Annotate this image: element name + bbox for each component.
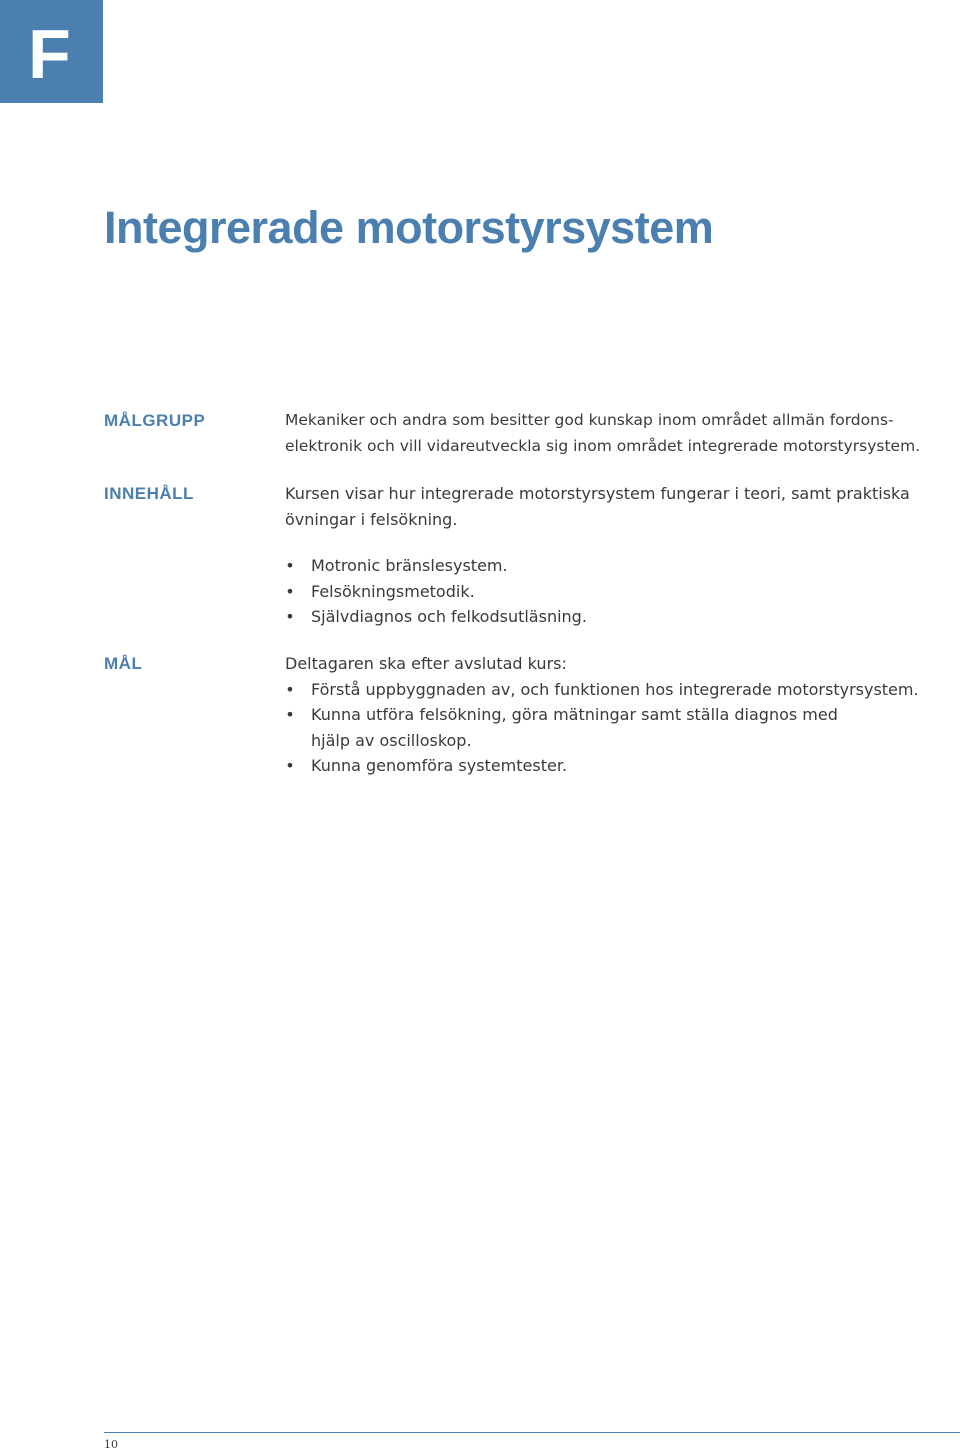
bullet-icon: • (285, 581, 295, 601)
malgrupp-text (285, 408, 945, 459)
chapter-letter-box (0, 0, 103, 103)
mal-text (285, 651, 945, 779)
chapter-letter: F (28, 15, 71, 93)
list-item: • Felsökningsmetodik. (285, 579, 945, 605)
bullet-icon: • (285, 705, 295, 724)
innehall-line-2: övningar i felsökning. (285, 509, 458, 529)
section-label-mal: MÅL (104, 654, 143, 673)
section-label-innehall: INNEHÅLL (104, 484, 194, 503)
mal-bullet-2-continuation: hjälp av oscilloskop. (311, 730, 472, 750)
bullet-icon: • (285, 756, 295, 775)
list-item: • Kunna genomföra systemtester. (285, 753, 945, 779)
list-item: • Förstå uppbyggnaden av, och funktionen hos integrerade motorstyrsystem. (285, 677, 945, 703)
mal-bullet-list (285, 677, 945, 779)
list-item: • Motronic bränslesystem. (285, 553, 945, 579)
bullet-icon: • (285, 556, 295, 575)
list-item: • Kunna utföra felsökning, göra mätningar samt ställa diagnos med hjälp av oscilloskop. (285, 702, 945, 753)
section-label-malgrupp: MÅLGRUPP (104, 411, 206, 430)
malgrupp-line-1: Mekaniker och andra som besitter god kunskap inom området allmän fordons- (285, 411, 894, 429)
footer-divider (104, 1432, 960, 1433)
innehall-bullet-list (285, 553, 945, 630)
mal-intro: Deltagaren ska efter avslutad kurs: (285, 654, 567, 673)
innehall-bullet-list-wrapper (285, 553, 945, 630)
list-item: • Självdiagnos och felkodsutläsning. (285, 604, 945, 630)
bullet-icon: • (285, 679, 295, 699)
page-number: 10 (104, 1438, 118, 1451)
page-title: Integrerade motorstyrsystem (104, 202, 714, 253)
innehall-text (285, 481, 945, 532)
malgrupp-line-2: elektronik och vill vidareutveckla sig inom området integrerade motorstyrsystem. (285, 436, 921, 455)
innehall-line-1: Kursen visar hur integrerade motorstyrsystem fungerar i teori, samt praktiska (285, 484, 910, 503)
bullet-icon: • (285, 607, 295, 626)
